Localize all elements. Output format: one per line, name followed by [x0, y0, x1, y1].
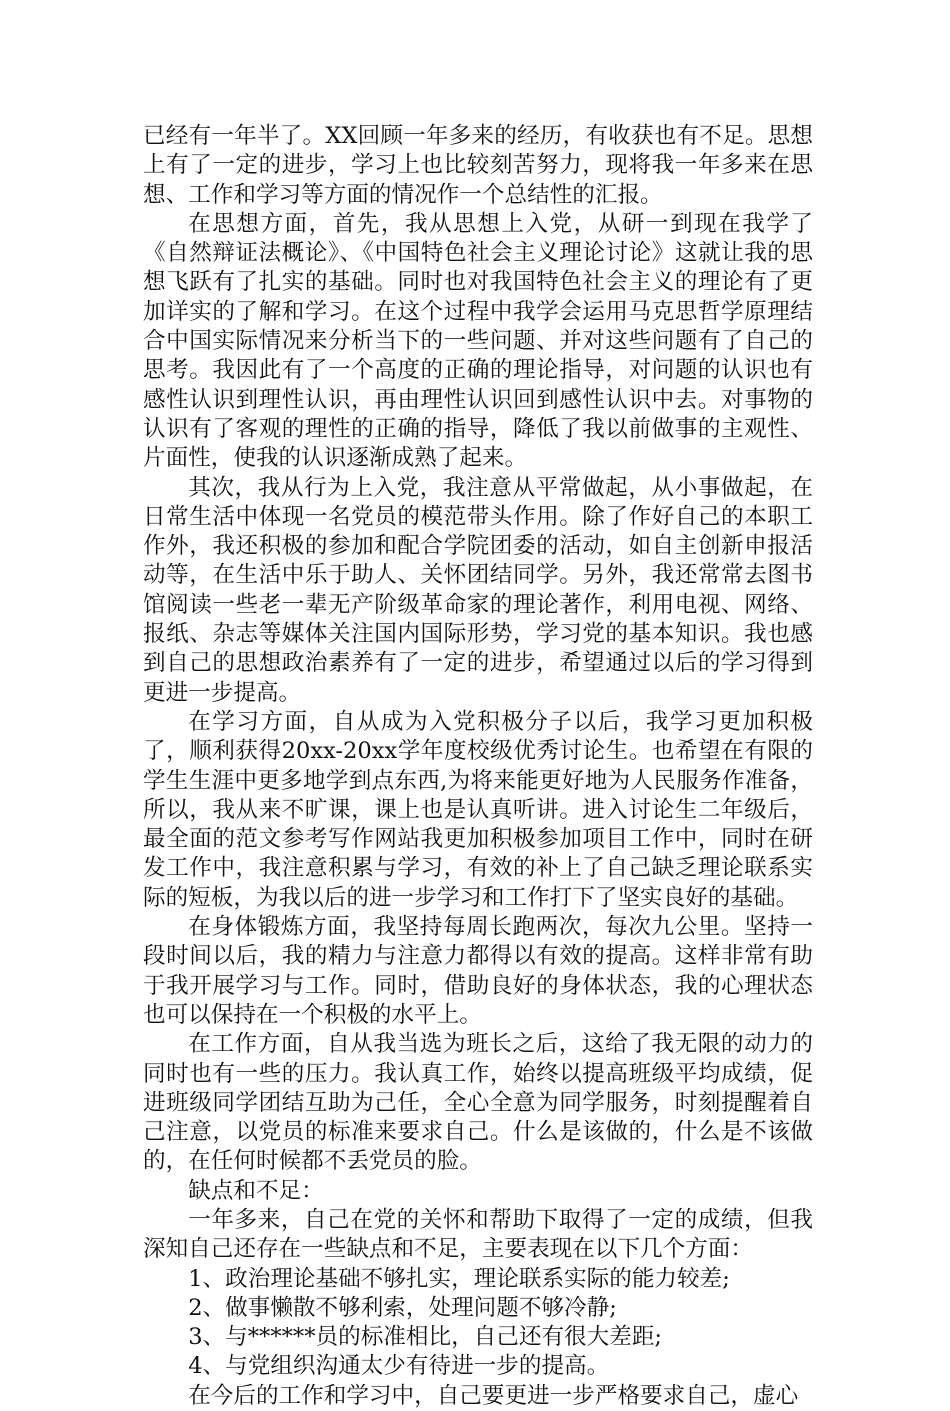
paragraph-behavior: 其次，我从行为上入党，我注意从平常做起，从小事做起，在日常生活中体现一名党员的模范带头作用。除了作好自己的本职工作外，我还积极的参加和配合学院团委的活动，如自主创新申报活动等，在生活中乐于助人、关怀团结同学。另外，我还常常去图书馆阅读一些老一辈无产阶级革命家的理论著作，利用电视、网络、报纸、杂志等媒体关注国内国际形势，学习党的基本知识。我也感到自己的思想政治素养有了一定的进步，希望通过以后的学习得到更进一步提高。 [143, 474, 813, 706]
paragraph-intro: 已经有一年半了。XX回顾一年多来的经历，有收获也有不足。思想上有了一定的进步，学习上也比较刻苦努力，现将我一年多来在思想、工作和学习等方面的情况作一个总结性的汇报。 [143, 123, 813, 208]
paragraph-thought: 在思想方面，首先，我从思想上入党，从研一到现在我学了《自然辩证法概论》、《中国特色社会主义理论讨论》这就让我的思想飞跃有了扎实的基础。同时也对我国特色社会主义的理论有了更加详实的了解和学习。在这个过程中我学会运用马克思哲学原理结合中国实际情况来分析当下的一些问题、并对这些问题有了自己的思考。我因此有了一个高度的正确的理论指导，对问题的认识也有感性认识到理性认识，再由理性认识回到感性认识中去。对事物的认识有了客观的理性的正确的指导，降低了我以前做事的主观性、片面性，使我的认识逐渐成熟了起来。 [143, 210, 813, 472]
paragraph-study: 在学习方面，自从成为入党积极分子以后，我学习更加积极了，顺利获得20xx-20xx学年度校级优秀讨论生。也希望在有限的学生生涯中更多地学到点东西,为将来能更好地为人民服务作准备，所以，我从来不旷课，课上也是认真听讲。进入讨论生二年级后，最全面的范文参考写作网站我更加积极参加项目工作中，同时在研发工作中，我注意积累与学习，有效的补上了自己缺乏理论联系实际的短板，为我以后的进一步学习和工作打下了坚实良好的基础。 [143, 708, 813, 911]
paragraph-exercise: 在身体锻炼方面，我坚持每周长跑两次，每次九公里。坚持一段时间以后，我的精力与注意力都得以有效的提高。这样非常有助于我开展学习与工作。同时，借助良好的身体状态，我的心理状态也可以保持在一个积极的水平上。 [143, 914, 813, 1028]
list-item-4: 4、与党组织沟通太少有待进一步的提高。 [188, 1353, 610, 1380]
list-item-2: 2、做事懒散不够利索，处理问题不够冷静; [188, 1294, 617, 1321]
list-item-3: 3、与******员的标准相比，自己还有很大差距; [188, 1324, 663, 1351]
list-item-1: 1、政治理论基础不够扎实，理论联系实际的能力较差; [188, 1265, 730, 1292]
document-body [143, 122, 813, 1411]
shortcomings-heading: 缺点和不足： [188, 1177, 324, 1204]
paragraph-work: 在工作方面，自从我当选为班长之后，这给了我无限的动力的同时也有一些的压力。我认真工作，始终以提高班级平均成绩，促进班级同学团结互助为己任，全心全意为同学服务，时刻提醒着自己注意，以党员的标准来要求自己。什么是该做的，什么是不该做的，在任何时候都不丢党员的脸。 [143, 1031, 813, 1175]
paragraph-shortcomings-intro: 一年多来，自己在党的关怀和帮助下取得了一定的成绩，但我深知自己还存在一些缺点和不足，主要表现在以下几个方面： [143, 1206, 813, 1263]
paragraph-future: 在今后的工作和学习中，自己要更进一步严格要求自己，虚心 [188, 1382, 799, 1409]
